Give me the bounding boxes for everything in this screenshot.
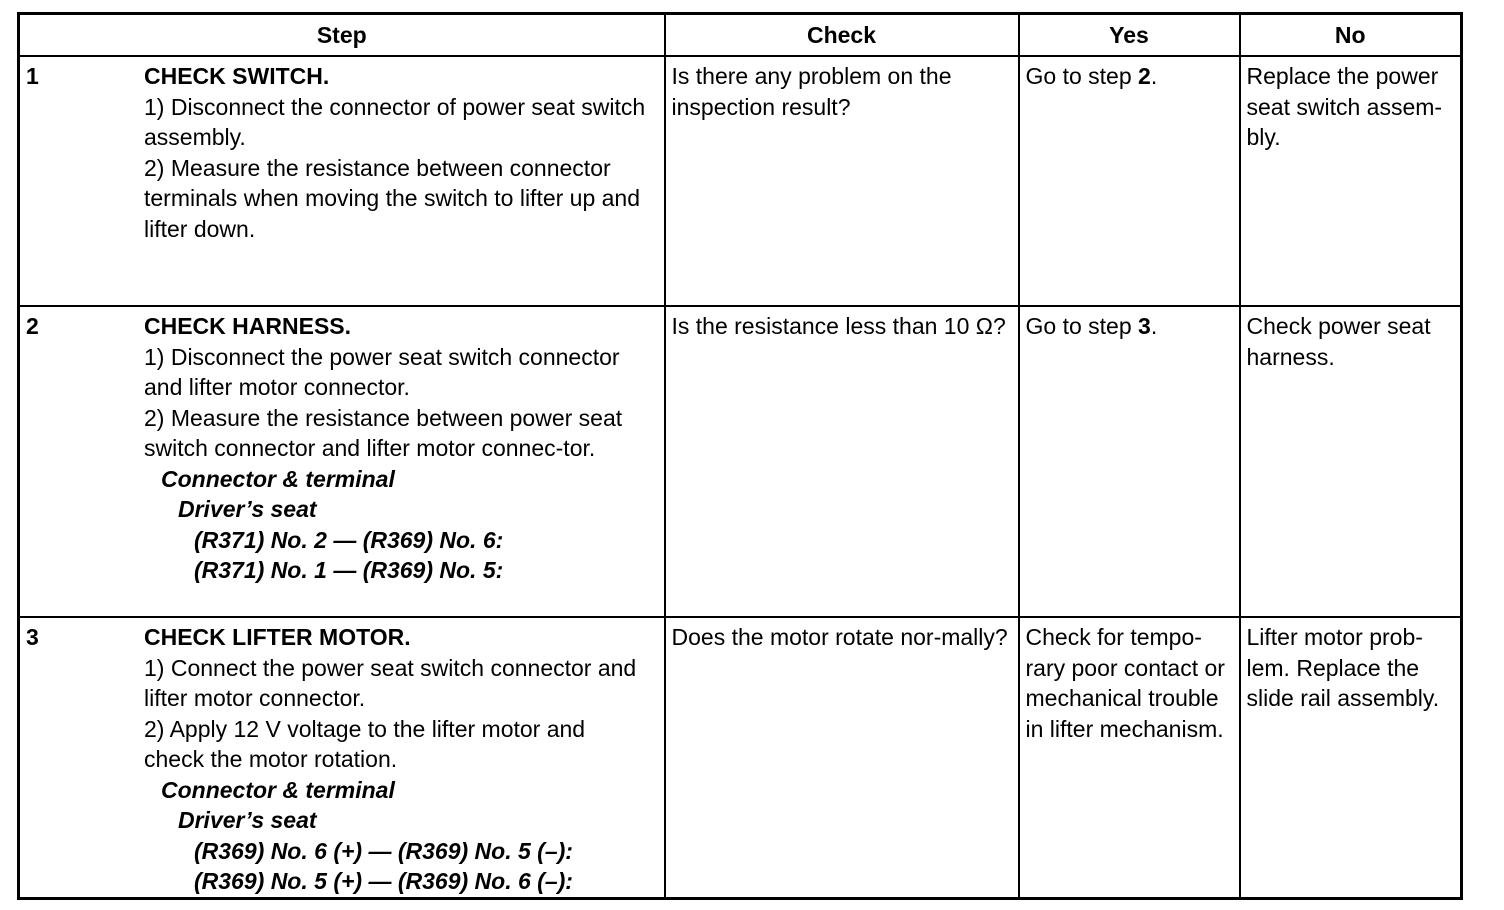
- step-cell: [19, 617, 665, 898]
- step-number: 3: [26, 624, 39, 650]
- check-cell: [665, 56, 1019, 306]
- no-text: Replace the power seat switch assem-bly.: [1246, 63, 1443, 150]
- yes-cell: [1019, 617, 1240, 898]
- step-title: CHECK LIFTER MOTOR.: [144, 624, 411, 650]
- connector-pair: (R369) No. 5 (+) — (R369) No. 6 (–):: [194, 868, 573, 894]
- header-row: [19, 14, 1462, 57]
- step-number: 2: [26, 313, 39, 339]
- yes-text: Check for tempo-rary poor contact or mechanical trouble in lifter mechanism.: [1025, 624, 1225, 742]
- check-cell: [665, 617, 1019, 898]
- header-no: No: [1240, 14, 1462, 57]
- header-check: Check: [665, 14, 1019, 57]
- no-cell: [1240, 306, 1462, 617]
- connector-pair: (R371) No. 2 — (R369) No. 6:: [194, 526, 504, 553]
- step-instruction: 1) Connect the power seat switch connector and lifter motor connector.: [144, 654, 637, 711]
- table-row: [19, 56, 1462, 306]
- yes-text: [1026, 307, 1233, 342]
- step-cell: [19, 306, 665, 617]
- step-instruction: 1) Disconnect the connector of power seat switch assembly.: [144, 93, 646, 150]
- check-text: Is there any problem on the inspection result?: [671, 63, 952, 120]
- step-number: 1: [26, 63, 39, 89]
- step-instruction: 1) Disconnect the power seat switch connector and lifter motor connector.: [144, 343, 620, 400]
- yes-text: [1026, 57, 1233, 92]
- diagnosis-table: [17, 12, 1463, 900]
- no-text: Lifter motor prob-lem. Replace the slide rail assembly.: [1246, 624, 1440, 711]
- step-cell: [19, 56, 665, 306]
- yes-step-ref: 3: [1138, 313, 1151, 339]
- yes-prefix: Go to step: [1025, 63, 1139, 89]
- check-text: Does the motor rotate nor-mally?: [671, 624, 1008, 650]
- no-cell: [1240, 617, 1462, 898]
- no-text: Check power seat harness.: [1246, 313, 1431, 370]
- connector-terminal-heading: Connector & terminal: [161, 465, 395, 492]
- header-yes: Yes: [1019, 14, 1240, 57]
- no-cell: [1240, 56, 1462, 306]
- drivers-seat-label: Driver’s seat: [178, 807, 317, 833]
- yes-cell: [1019, 56, 1240, 306]
- yes-cell: [1019, 306, 1240, 617]
- check-text: Is the resistance less than 10 Ω?: [671, 313, 1006, 339]
- step-instruction: 2) Measure the resistance between power seat switch connector and lifter motor connec-tor.: [144, 404, 623, 461]
- yes-prefix: Go to step: [1025, 313, 1139, 339]
- yes-suffix: .: [1150, 63, 1158, 89]
- connector-terminal-heading: Connector & terminal: [161, 776, 395, 803]
- connector-pair: (R371) No. 1 — (R369) No. 5:: [194, 557, 504, 583]
- header-step: Step: [19, 14, 665, 57]
- connector-pair: (R369) No. 6 (+) — (R369) No. 5 (–):: [194, 837, 573, 864]
- step-title: CHECK HARNESS.: [144, 313, 352, 339]
- drivers-seat-label: Driver’s seat: [178, 496, 317, 522]
- yes-step-ref: 2: [1138, 63, 1151, 89]
- table-row: [19, 617, 1462, 898]
- yes-suffix: .: [1150, 313, 1158, 339]
- table-row: [19, 306, 1462, 617]
- step-title: CHECK SWITCH.: [144, 63, 330, 89]
- check-cell: [665, 306, 1019, 617]
- step-instruction: 2) Apply 12 V voltage to the lifter motor and check the motor rotation.: [144, 715, 586, 772]
- step-instruction: 2) Measure the resistance between connector terminals when moving the switch to lifter up and lifter down.: [144, 154, 641, 242]
